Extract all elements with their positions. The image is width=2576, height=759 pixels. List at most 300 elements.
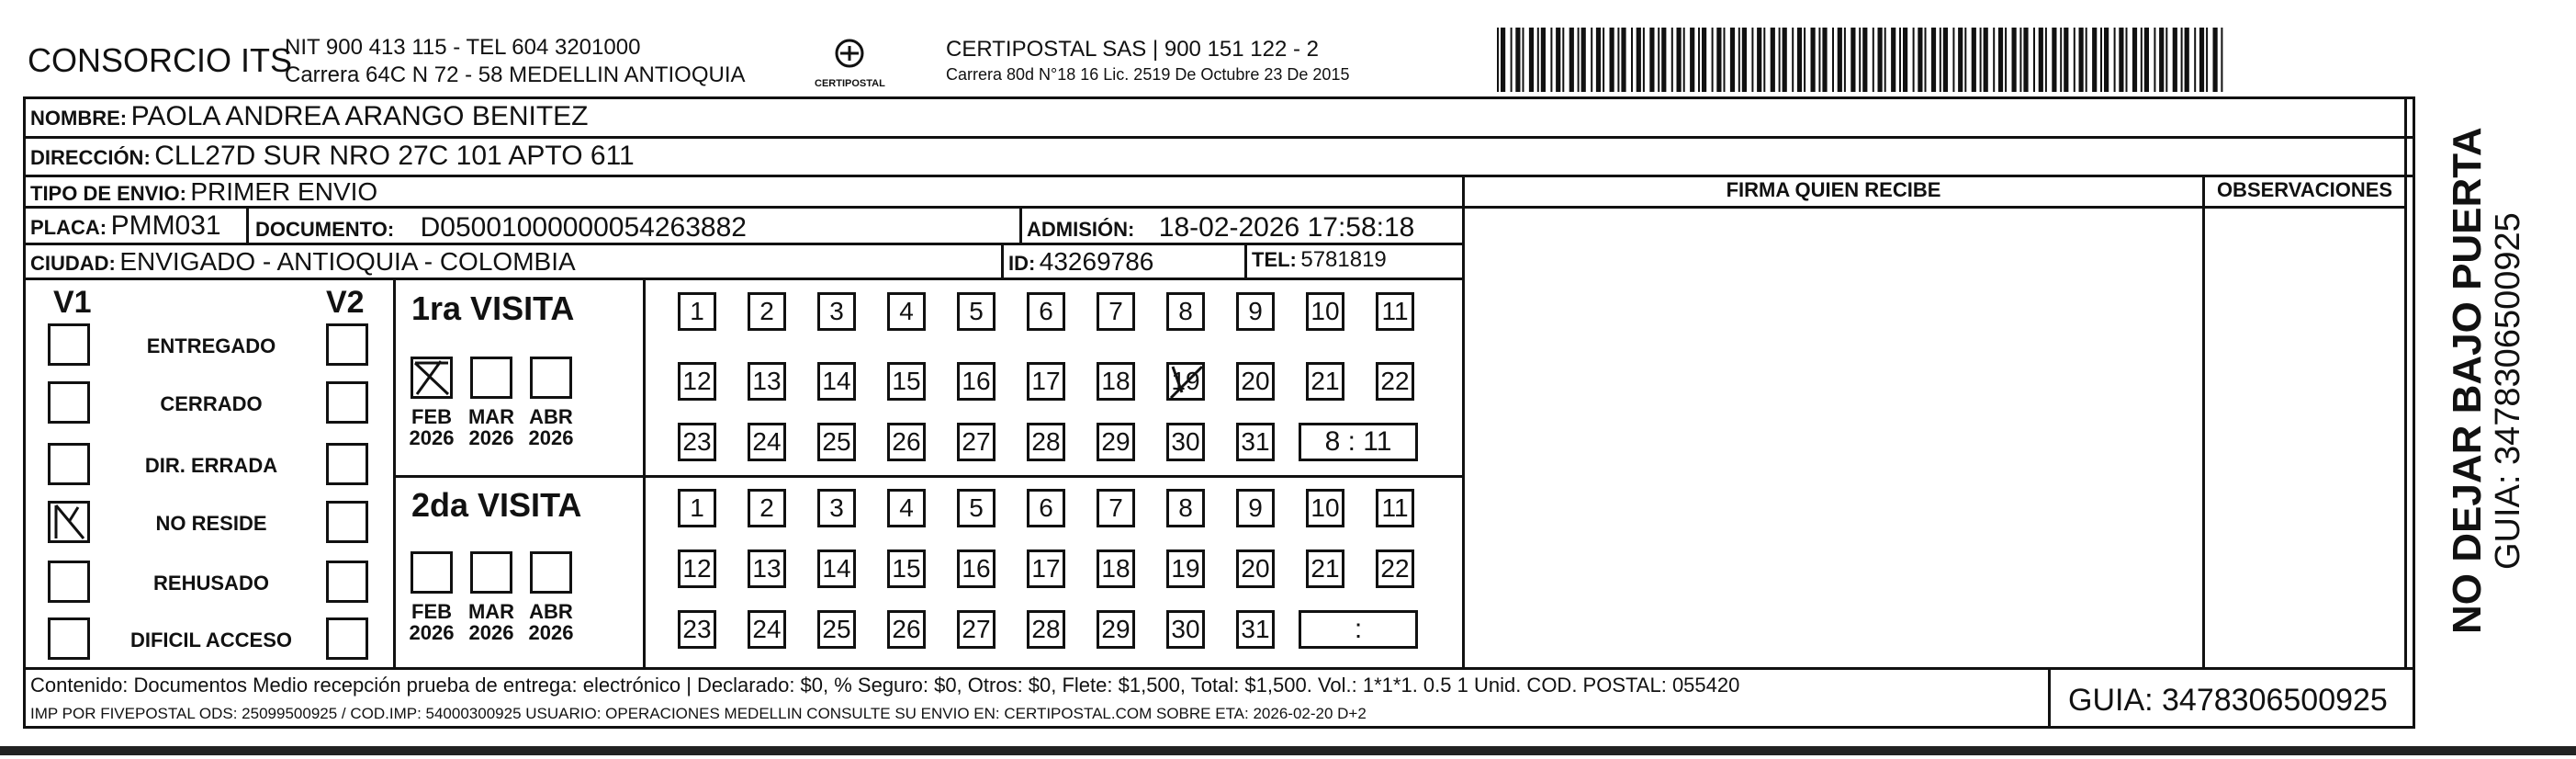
- day-number: 24: [752, 615, 782, 643]
- day-box[interactable]: [1166, 423, 1205, 461]
- barcode-bar: [2045, 28, 2047, 92]
- day-number: 5: [969, 297, 984, 325]
- barcode-bar: [1891, 28, 1895, 92]
- day-number: 11: [1381, 493, 1409, 522]
- month-name: ABR: [529, 600, 573, 623]
- v1-checkbox[interactable]: [48, 561, 90, 603]
- day-number: 26: [892, 615, 921, 643]
- barcode-bar: [2104, 28, 2109, 92]
- barcode-bar: [1751, 28, 1753, 92]
- day-box[interactable]: [1166, 489, 1205, 527]
- day-box[interactable]: [1097, 292, 1135, 331]
- documento-value: D05001000000054263882: [420, 212, 747, 243]
- side-warning: NO DEJAR BAJO PUERTA: [2445, 127, 2490, 634]
- day-box[interactable]: [1376, 549, 1414, 588]
- day-number: 21: [1310, 554, 1340, 583]
- barcode-bar: [1804, 28, 1805, 92]
- month-year: 2026: [409, 426, 455, 450]
- barcode-bar: [1702, 28, 1706, 92]
- day-box[interactable]: [817, 610, 856, 649]
- day-number: 4: [899, 493, 914, 522]
- day-number: 14: [822, 367, 851, 395]
- barcode-bar: [1569, 28, 1574, 92]
- barcode-bar: [1658, 28, 1659, 92]
- barcode-bar: [1763, 28, 1765, 92]
- day-number: 23: [682, 427, 712, 456]
- barcode-bar: [1980, 28, 1982, 92]
- barcode-bar: [1712, 28, 1714, 92]
- month-year: 2026: [528, 621, 574, 645]
- day-box[interactable]: [1027, 292, 1065, 331]
- placa-value: PMM031: [110, 210, 221, 241]
- day-number: 22: [1380, 554, 1410, 583]
- id-label: ID:: [1008, 252, 1036, 275]
- status-label: CERRADO: [160, 392, 263, 415]
- day-number: 26: [892, 427, 921, 456]
- barcode-bar: [1671, 28, 1673, 92]
- day-box[interactable]: [957, 489, 996, 527]
- day-box[interactable]: [748, 610, 786, 649]
- barcode-bar: [2141, 28, 2143, 92]
- barcode-bar: [1850, 28, 1855, 92]
- day-number: 27: [962, 615, 991, 643]
- day-box[interactable]: [817, 423, 856, 461]
- barcode-bar: [2086, 28, 2087, 92]
- month-checkbox[interactable]: [411, 357, 453, 399]
- day-box[interactable]: [1376, 292, 1414, 331]
- barcode-bar: [1511, 28, 1513, 92]
- tel-value: 5781819: [1300, 247, 1387, 272]
- barcode-bar: [1716, 28, 1721, 92]
- barcode-bar: [1698, 28, 1700, 92]
- barcode-bar: [1838, 28, 1842, 92]
- day-number: 17: [1031, 367, 1061, 395]
- day-number: 25: [822, 427, 851, 456]
- month-label: [523, 406, 579, 448]
- barcode-bar: [1993, 28, 1995, 92]
- barcode-bar: [1899, 28, 1901, 92]
- day-number: 16: [962, 554, 991, 583]
- barcode-bar: [1998, 28, 2003, 92]
- barcode-bar: [1779, 28, 1781, 92]
- day-number: 24: [752, 427, 782, 456]
- day-box[interactable]: [1306, 549, 1344, 588]
- barcode-bar: [2165, 28, 2167, 92]
- v1-checkbox[interactable]: [48, 501, 90, 543]
- barcode-bar: [2064, 28, 2068, 92]
- day-number: 30: [1171, 615, 1200, 643]
- barcode-bar: [2012, 28, 2017, 92]
- month-label: [404, 406, 459, 448]
- barcode-bar: [1811, 28, 1816, 92]
- barcode-bar: [2060, 28, 2062, 92]
- day-number: 20: [1241, 367, 1270, 395]
- barcode-bar: [2005, 28, 2007, 92]
- tipo-value: PRIMER ENVIO: [190, 177, 378, 206]
- nombre-label: NOMBRE:: [30, 107, 128, 130]
- day-box[interactable]: [1236, 292, 1275, 331]
- month-label: [404, 601, 459, 643]
- barcode-bar: [2033, 28, 2035, 92]
- barcode-bar: [1984, 28, 1988, 92]
- nombre-row: [30, 103, 589, 130]
- barcode-bar: [1683, 28, 1685, 92]
- day-box[interactable]: [748, 292, 786, 331]
- day-number: 19: [1171, 554, 1200, 583]
- barcode-bar: [1738, 28, 1740, 92]
- barcode-bar: [1878, 28, 1883, 92]
- admision-row: [1027, 214, 1414, 242]
- day-number: 10: [1310, 297, 1340, 325]
- ciudad-value: ENVIGADO - ANTIOQUIA - COLOMBIA: [119, 247, 576, 276]
- v1-checkbox[interactable]: [48, 617, 90, 660]
- day-box[interactable]: [957, 549, 996, 588]
- barcode-bar: [1903, 28, 1907, 92]
- day-box[interactable]: [1097, 423, 1135, 461]
- day-number: 31: [1241, 615, 1270, 643]
- barcode-bar: [1596, 28, 1601, 92]
- month-year: 2026: [468, 426, 514, 450]
- day-number: 18: [1101, 367, 1131, 395]
- barcode-bar: [2159, 28, 2164, 92]
- status-label: NO RESIDE: [155, 512, 267, 535]
- month-checkbox[interactable]: [470, 551, 512, 594]
- day-box[interactable]: [1236, 423, 1275, 461]
- barcode-bar: [1822, 28, 1827, 92]
- day-box[interactable]: [887, 549, 926, 588]
- month-name: FEB: [411, 600, 452, 623]
- month-checkbox[interactable]: [411, 551, 453, 594]
- day-number: 28: [1031, 427, 1061, 456]
- v2-checkbox[interactable]: [326, 323, 368, 366]
- day-box[interactable]: [1027, 489, 1065, 527]
- day-number: 5: [969, 493, 984, 522]
- barcode-bar: [1918, 28, 1922, 92]
- month-name: FEB: [411, 405, 452, 428]
- barcode-bar: [1792, 28, 1794, 92]
- day-box[interactable]: [887, 610, 926, 649]
- time-value: 8 : 11: [1324, 426, 1392, 457]
- barcode: [1497, 28, 2232, 92]
- visit2-title: 2da VISITA: [411, 486, 582, 524]
- day-number: 25: [822, 615, 851, 643]
- address-line: Carrera 64C N 72 - 58 MEDELLIN ANTIOQUIA: [285, 62, 746, 87]
- time-box[interactable]: [1299, 423, 1418, 461]
- day-box[interactable]: [1236, 610, 1275, 649]
- admision-label: ADMISIÓN:: [1027, 218, 1135, 241]
- day-box[interactable]: [1027, 549, 1065, 588]
- status-label: REHUSADO: [153, 572, 269, 595]
- barcode-bar: [2206, 28, 2208, 92]
- id-value: 43269786: [1039, 247, 1154, 276]
- day-number: 10: [1310, 493, 1340, 522]
- day-box[interactable]: [1097, 489, 1135, 527]
- barcode-bar: [1643, 28, 1645, 92]
- day-number: 14: [822, 554, 851, 583]
- barcode-bar: [1730, 28, 1735, 92]
- v2-checkbox[interactable]: [326, 501, 368, 543]
- side-guia: GUIA: 3478306500925: [2489, 212, 2527, 570]
- barcode-bar: [1637, 28, 1641, 92]
- barcode-bar: [2114, 28, 2116, 92]
- day-box[interactable]: [957, 362, 996, 401]
- documento-label: DOCUMENTO:: [255, 218, 395, 241]
- barcode-bar: [1818, 28, 1820, 92]
- day-box[interactable]: [1376, 362, 1414, 401]
- barcode-bar: [1862, 28, 1867, 92]
- v2-checkbox[interactable]: [326, 561, 368, 603]
- barcode-bar: [1832, 28, 1834, 92]
- day-number: 2: [759, 493, 774, 522]
- day-box[interactable]: [1166, 362, 1205, 401]
- day-number: 1: [690, 297, 704, 325]
- barcode-bar: [2019, 28, 2021, 92]
- ciudad-row: [30, 249, 576, 275]
- day-number: 19: [1171, 367, 1200, 395]
- barcode-bar: [1581, 28, 1586, 92]
- day-box[interactable]: [748, 423, 786, 461]
- barcode-bar: [2132, 28, 2137, 92]
- day-number: 9: [1248, 297, 1263, 325]
- day-box[interactable]: [1097, 610, 1135, 649]
- day-box[interactable]: [748, 489, 786, 527]
- day-number: 13: [752, 367, 782, 395]
- day-number: 4: [899, 297, 914, 325]
- barcode-bar: [2039, 28, 2043, 92]
- day-box[interactable]: [1097, 362, 1135, 401]
- v2-label: V2: [326, 285, 365, 320]
- tipo-label: TIPO DE ENVIO:: [30, 182, 186, 205]
- day-box[interactable]: [1306, 362, 1344, 401]
- barcode-bar: [1631, 28, 1633, 92]
- day-box[interactable]: [817, 362, 856, 401]
- day-box[interactable]: [1027, 362, 1065, 401]
- barcode-bar: [2074, 28, 2075, 92]
- certipostal-line: CERTIPOSTAL SAS | 900 151 122 - 2: [946, 37, 1319, 62]
- certipostal-logo: [813, 35, 886, 101]
- v1-checkbox[interactable]: [48, 323, 90, 366]
- day-box[interactable]: [1376, 489, 1414, 527]
- day-number: 7: [1108, 493, 1123, 522]
- barcode-bar: [1621, 28, 1625, 92]
- day-box[interactable]: [957, 610, 996, 649]
- barcode-bar: [1844, 28, 1846, 92]
- barcode-bar: [1884, 28, 1886, 92]
- barcode-bar: [1649, 28, 1654, 92]
- id-row: [1008, 249, 1153, 275]
- day-number: 6: [1039, 493, 1053, 522]
- day-box[interactable]: [678, 292, 716, 331]
- barcode-bar: [1742, 28, 1747, 92]
- v1-label: V1: [53, 285, 92, 320]
- barcode-bar: [2079, 28, 2084, 92]
- barcode-bar: [2194, 28, 2196, 92]
- visit1-title: 1ra VISITA: [411, 289, 575, 327]
- month-year: 2026: [468, 621, 514, 645]
- barcode-bar: [1972, 28, 1976, 92]
- barcode-bar: [2023, 28, 2028, 92]
- license-line: Carrera 80d N°18 16 Lic. 2519 De Octubre 23 De 2015: [946, 65, 1350, 84]
- time-value: :: [1354, 614, 1363, 644]
- day-box[interactable]: [748, 362, 786, 401]
- day-box[interactable]: [887, 423, 926, 461]
- month-name: MAR: [467, 405, 515, 428]
- admision-value: 18-02-2026 17:58:18: [1158, 212, 1415, 243]
- barcode-bar: [2173, 28, 2177, 92]
- day-box[interactable]: [887, 292, 926, 331]
- month-name: ABR: [529, 405, 573, 428]
- month-checkbox[interactable]: [530, 551, 572, 594]
- barcode-bar: [1661, 28, 1666, 92]
- month-checkbox[interactable]: [530, 357, 572, 399]
- v1-checkbox[interactable]: [48, 381, 90, 424]
- day-box[interactable]: [1236, 489, 1275, 527]
- barcode-bar: [2154, 28, 2155, 92]
- firma-header: FIRMA QUIEN RECIBE: [1726, 178, 1941, 201]
- placa-label: PLACA:: [30, 216, 107, 239]
- barcode-bar: [1591, 28, 1592, 92]
- v2-checkbox[interactable]: [326, 617, 368, 660]
- time-box[interactable]: [1299, 610, 1418, 649]
- day-box[interactable]: [748, 549, 786, 588]
- day-number: 3: [829, 493, 844, 522]
- status-label: ENTREGADO: [146, 334, 276, 357]
- day-number: 6: [1039, 297, 1053, 325]
- tel-label: TEL:: [1252, 248, 1297, 271]
- barcode-bar: [2185, 28, 2189, 92]
- barcode-bar: [2092, 28, 2097, 92]
- day-box[interactable]: [1027, 610, 1065, 649]
- nit-line: NIT 900 413 115 - TEL 604 3201000: [285, 35, 641, 60]
- v2-checkbox[interactable]: [326, 381, 368, 424]
- day-number: 23: [682, 615, 712, 643]
- day-number: 2: [759, 297, 774, 325]
- month-name: MAR: [467, 600, 515, 623]
- month-label: [464, 406, 519, 448]
- barcode-bar: [2126, 28, 2128, 92]
- company-name: CONSORCIO ITS: [28, 41, 293, 79]
- barcode-bar: [1556, 28, 1560, 92]
- barcode-bar: [1931, 28, 1936, 92]
- day-box[interactable]: [1236, 549, 1275, 588]
- barcode-bar: [1943, 28, 1948, 92]
- day-box[interactable]: [1097, 549, 1135, 588]
- day-number: 30: [1171, 427, 1200, 456]
- status-label: DIR. ERRADA: [144, 454, 278, 477]
- barcode-bar: [1501, 28, 1505, 92]
- day-box[interactable]: [678, 362, 716, 401]
- barcode-bar: [1859, 28, 1861, 92]
- barcode-bar: [1610, 28, 1614, 92]
- placa-row: [30, 212, 221, 240]
- day-box[interactable]: [1236, 362, 1275, 401]
- footer-line1: Contenido: Documentos Medio recepción prueba de entrega: electrónico | Declarado: $0, % Seguro: $0, Otros: $0, Flete: $1,500, Total: $1,500. Vol.: 1*1*1. 0.5 1 Unid. COD. POSTAL: 055420: [30, 674, 1740, 697]
- day-box[interactable]: [1306, 292, 1344, 331]
- day-box[interactable]: [678, 489, 716, 527]
- barcode-bar: [1541, 28, 1546, 92]
- barcode-bar: [1515, 28, 1520, 92]
- day-number: 9: [1248, 493, 1263, 522]
- barcode-bar: [1529, 28, 1534, 92]
- barcode-bar: [2119, 28, 2123, 92]
- day-number: 8: [1178, 493, 1193, 522]
- month-label: [523, 601, 579, 643]
- month-year: 2026: [528, 426, 574, 450]
- day-number: 12: [682, 367, 712, 395]
- barcode-bar: [1913, 28, 1915, 92]
- day-number: 12: [682, 554, 712, 583]
- day-box[interactable]: [678, 423, 716, 461]
- barcode-bar: [1783, 28, 1787, 92]
- barcode-bar: [2100, 28, 2102, 92]
- day-number: 18: [1101, 554, 1131, 583]
- observaciones-header: OBSERVACIONES: [2216, 178, 2393, 201]
- barcode-bar: [2181, 28, 2183, 92]
- direccion-row: [30, 142, 635, 170]
- barcode-bar: [1562, 28, 1564, 92]
- day-box[interactable]: [678, 610, 716, 649]
- v2-checkbox[interactable]: [326, 443, 368, 485]
- day-box[interactable]: [1166, 292, 1205, 331]
- day-number: 8: [1178, 297, 1193, 325]
- status-label: DIFICIL ACCESO: [129, 629, 292, 651]
- direccion-value: CLL27D SUR NRO 27C 101 APTO 611: [154, 141, 635, 171]
- day-box[interactable]: [1306, 489, 1344, 527]
- day-box[interactable]: [887, 489, 926, 527]
- day-box[interactable]: [957, 423, 996, 461]
- barcode-bar: [1925, 28, 1927, 92]
- barcode-bar: [1537, 28, 1539, 92]
- day-box[interactable]: [957, 292, 996, 331]
- barcode-bar: [1497, 28, 1499, 92]
- v1-checkbox[interactable]: [48, 443, 90, 485]
- tipo-row: [30, 179, 377, 205]
- barcode-bar: [2144, 28, 2149, 92]
- day-box[interactable]: [1027, 423, 1065, 461]
- barcode-bar: [1964, 28, 1966, 92]
- month-checkbox[interactable]: [470, 357, 512, 399]
- barcode-bar: [1550, 28, 1552, 92]
- barcode-bar: [1952, 28, 1954, 92]
- day-box[interactable]: [817, 549, 856, 588]
- day-box[interactable]: [678, 549, 716, 588]
- day-number: 21: [1310, 367, 1340, 395]
- day-box[interactable]: [887, 362, 926, 401]
- logo-caption: CERTIPOSTAL: [815, 78, 885, 89]
- barcode-bar: [1677, 28, 1682, 92]
- tel-row: [1252, 249, 1387, 271]
- day-box[interactable]: [1166, 549, 1205, 588]
- day-box[interactable]: [1166, 610, 1205, 649]
- day-box[interactable]: [817, 292, 856, 331]
- barcode-bar: [2221, 28, 2222, 92]
- barcode-bar: [1873, 28, 1874, 92]
- barcode-bar: [1523, 28, 1524, 92]
- day-number: 27: [962, 427, 991, 456]
- barcode-bar: [2213, 28, 2218, 92]
- day-number: 3: [829, 297, 844, 325]
- day-number: 7: [1108, 297, 1123, 325]
- day-number: 15: [892, 367, 921, 395]
- barcode-bar: [1690, 28, 1694, 92]
- month-year: 2026: [409, 621, 455, 645]
- day-number: 29: [1101, 615, 1131, 643]
- day-number: 22: [1380, 367, 1410, 395]
- day-box[interactable]: [817, 489, 856, 527]
- direccion-label: DIRECCIÓN:: [30, 146, 151, 169]
- day-number: 31: [1241, 427, 1270, 456]
- barcode-bar: [1797, 28, 1802, 92]
